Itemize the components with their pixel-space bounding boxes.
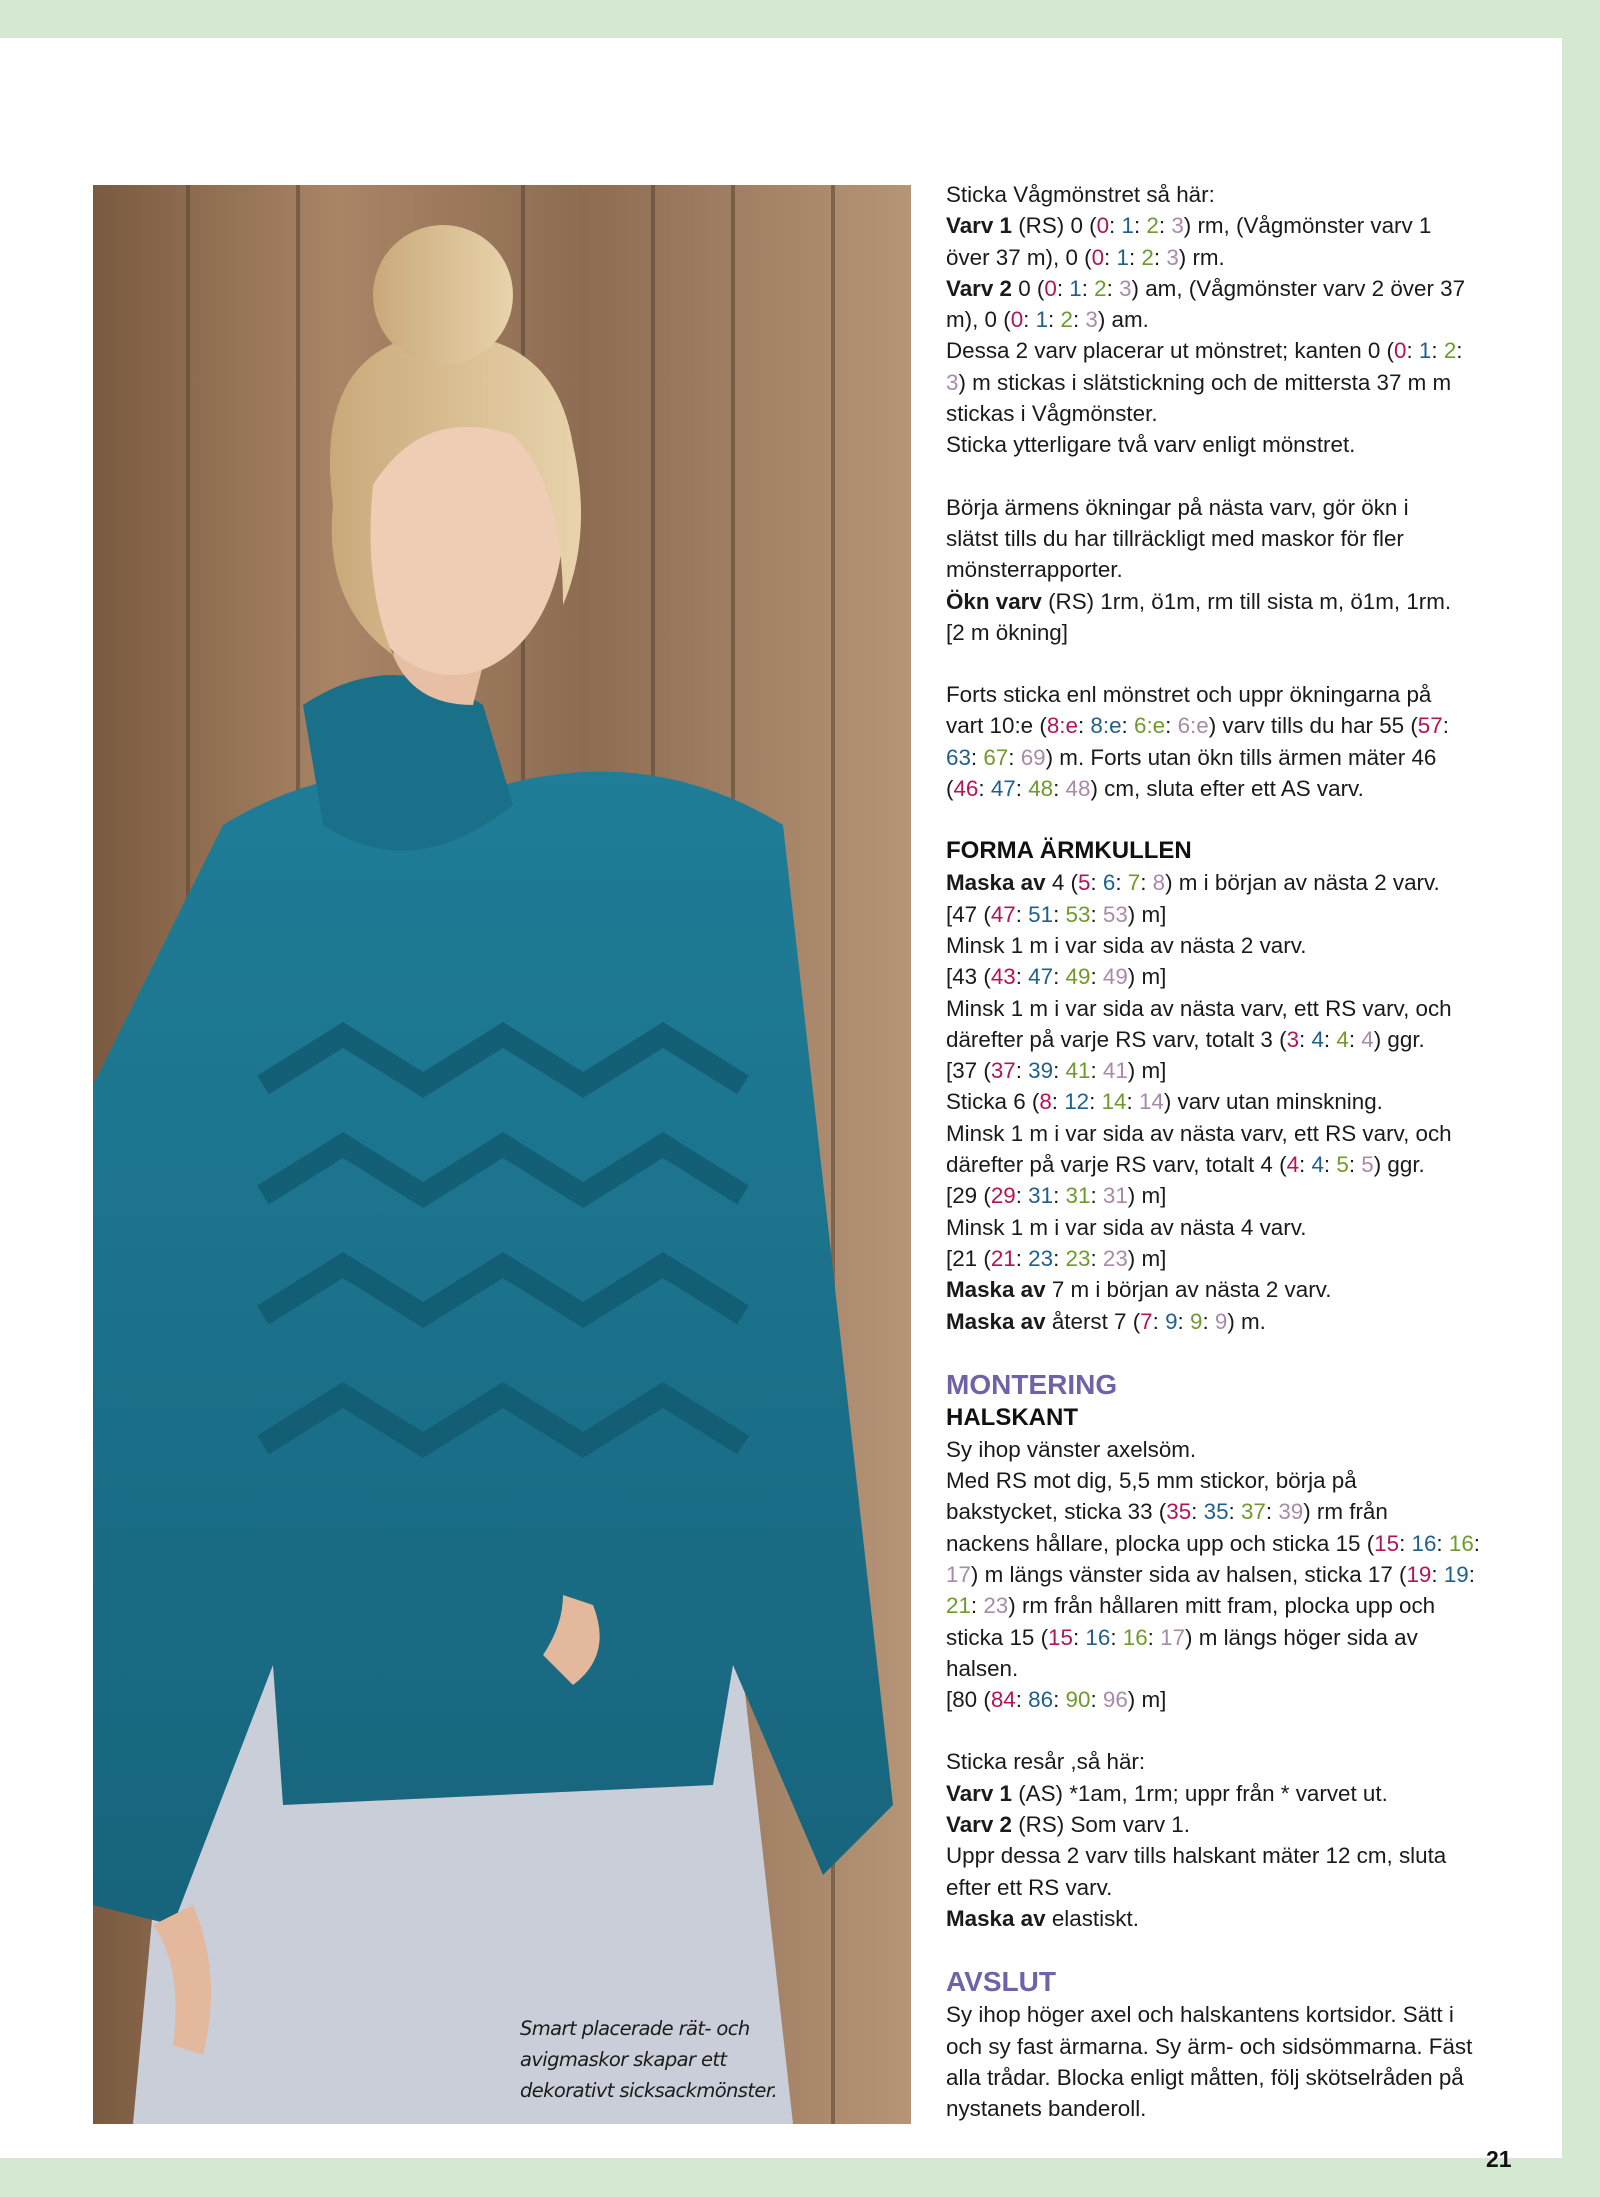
text-line: mönsterrapporter. <box>946 557 1123 583</box>
caption-line: Smart placerade rät- och <box>520 2017 750 2040</box>
text-line: nystanets banderoll. <box>946 2096 1147 2122</box>
text-line: bakstycket, sticka 33 (35: 35: 37: 39) rm från <box>946 1499 1388 1525</box>
text-line: Minsk 1 m i var sida av nästa varv, ett RS varv, och <box>946 1120 1452 1146</box>
subsection-heading-halskant: HALSKANT <box>946 1403 1078 1431</box>
text-line: alla trådar. Blocka enligt måtten, följ skötselråden på <box>946 2064 1464 2090</box>
section-heading-avslut: AVSLUT <box>946 1966 1056 1998</box>
text-line: [29 (29: 31: 31: 31) m] <box>946 1183 1167 1209</box>
model-photo <box>93 185 911 2124</box>
text-line: (46: 47: 48: 48) cm, sluta efter ett AS varv. <box>946 776 1364 802</box>
caption-line: dekorativt sicksackmönster. <box>520 2079 778 2102</box>
text-line: Börja ärmens ökningar på nästa varv, gör ökn i <box>946 494 1409 520</box>
text-line: Maska av återst 7 (7: 9: 9: 9) m. <box>946 1308 1266 1334</box>
photo-illustration <box>93 185 911 2124</box>
text-line: Minsk 1 m i var sida av nästa 4 varv. <box>946 1214 1307 1240</box>
text-line: Maska av 4 (5: 6: 7: 8) m i början av nästa 2 varv. <box>946 870 1440 896</box>
text-line: sticka 15 (15: 16: 16: 17) m längs höger sida av <box>946 1624 1418 1650</box>
text-line: Forts sticka enl mönstret och uppr ökningarna på <box>946 682 1432 708</box>
text-line: Ökn varv (RS) 1rm, ö1m, rm till sista m, ö1m, 1rm. <box>946 588 1452 614</box>
text-line: Sticka 6 (8: 12: 14: 14) varv utan minskning. <box>946 1089 1383 1115</box>
text-line: Varv 2 (RS) Som varv 1. <box>946 1812 1190 1838</box>
text-line: Maska av 7 m i början av nästa 2 varv. <box>946 1277 1332 1303</box>
text-line: 63: 67: 69) m. Forts utan ökn tills ärmen mäter 46 <box>946 744 1437 770</box>
text-line: Med RS mot dig, 5,5 mm stickor, börja på <box>946 1468 1357 1494</box>
photo-caption <box>520 2013 800 2106</box>
text-line: och sy fast ärmarna. Sy ärm- och sidsömmarna. Fäst <box>946 2033 1473 2059</box>
text-line: Sy ihop vänster axelsöm. <box>946 1436 1197 1462</box>
text-line: 21: 23) rm från hållaren mitt fram, plocka upp och <box>946 1593 1436 1619</box>
text-line: [37 (37: 39: 41: 41) m] <box>946 1058 1167 1084</box>
text-line: över 37 m), 0 (0: 1: 2: 3) rm. <box>946 244 1225 270</box>
magazine-page <box>0 38 1562 2172</box>
text-line: därefter på varje RS varv, totalt 3 (3: 4: 4: 4) ggr. <box>946 1026 1425 1052</box>
text-line: [80 (84: 86: 90: 96) m] <box>946 1687 1167 1713</box>
text-line: Uppr dessa 2 varv tills halskant mäter 12 cm, sluta <box>946 1843 1447 1869</box>
text-line: Sy ihop höger axel och halskantens kortsidor. Sätt i <box>946 2002 1454 2028</box>
pattern-instructions <box>946 179 1516 2124</box>
text-line: därefter på varje RS varv, totalt 4 (4: 4: 5: 5) ggr. <box>946 1152 1425 1178</box>
text-line: stickas i Vågmönster. <box>946 401 1158 427</box>
text-line: Sticka resår ,så här: <box>946 1749 1146 1775</box>
text-line: vart 10:e (8:e: 8:e: 6:e: 6:e) varv tills du har 55 (57: <box>946 713 1449 739</box>
text-line: Minsk 1 m i var sida av nästa varv, ett RS varv, och <box>946 995 1452 1021</box>
text-line: 3) m stickas i slätstickning och de mittersta 37 m m <box>946 369 1452 395</box>
caption-line: avigmaskor skapar ett <box>520 2048 727 2071</box>
text-line: Varv 1 (RS) 0 (0: 1: 2: 3) rm, (Vågmönster varv 1 <box>946 213 1432 239</box>
text-line: 17) m längs vänster sida av halsen, sticka 17 (19: 19: <box>946 1561 1475 1587</box>
text-line: [47 (47: 51: 53: 53) m] <box>946 901 1167 927</box>
text-line: Maska av elastiskt. <box>946 1905 1139 1931</box>
text-line: Sticka Vågmönstret så här: <box>946 182 1215 207</box>
text-line: Varv 1 (AS) *1am, 1rm; uppr från * varvet ut. <box>946 1780 1388 1806</box>
text-line: [2 m ökning] <box>946 619 1068 645</box>
text-line: halsen. <box>946 1655 1019 1681</box>
text-line: [43 (43: 47: 49: 49) m] <box>946 964 1167 990</box>
text-line: Dessa 2 varv placerar ut mönstret; kanten 0 (0: 1: 2: <box>946 338 1463 364</box>
text-line: Varv 2 0 (0: 1: 2: 3) am, (Vågmönster varv 2 över 37 <box>946 275 1466 301</box>
text-line: m), 0 (0: 1: 2: 3) am. <box>946 307 1149 333</box>
text-line: Minsk 1 m i var sida av nästa 2 varv. <box>946 932 1307 958</box>
section-heading: FORMA ÄRMKULLEN <box>946 837 1192 865</box>
text-line: nackens hållare, plocka upp och sticka 15 (15: 16: 16: <box>946 1530 1481 1556</box>
text-line: Sticka ytterligare två varv enligt mönstret. <box>946 432 1356 458</box>
text-line: [21 (21: 23: 23: 23) m] <box>946 1245 1167 1271</box>
text-line: efter ett RS varv. <box>946 1874 1113 1900</box>
text-line: slätst tills du har tillräckligt med maskor för fler <box>946 525 1404 551</box>
section-heading-montering: MONTERING <box>946 1368 1118 1400</box>
page-number: 21 <box>1486 2146 1512 2172</box>
